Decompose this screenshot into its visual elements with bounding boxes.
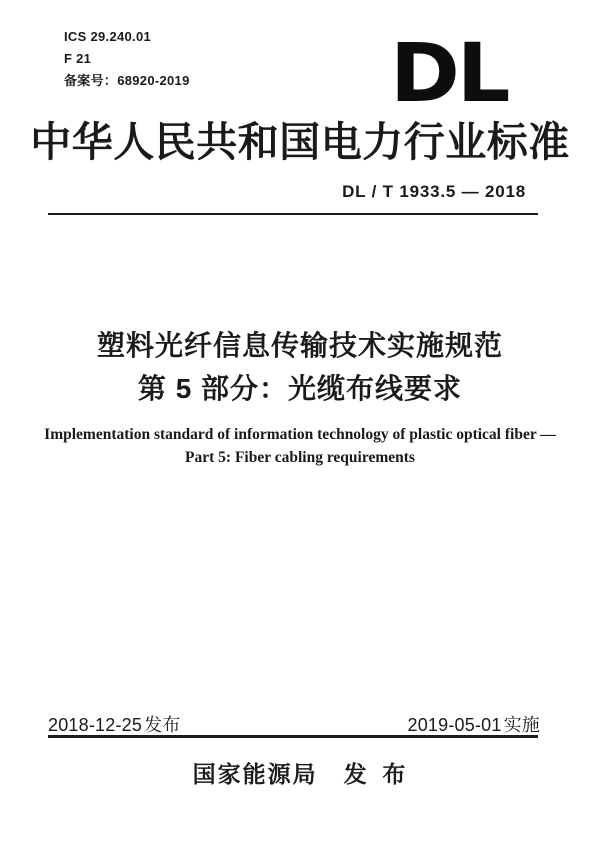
classification-code: F 21 [64,51,92,66]
dl-logo: DL [390,27,508,121]
ics-code: ICS 29.240.01 [64,29,152,44]
dates-row [48,711,540,737]
issue-date-label: 发布 [144,715,181,735]
footer-divider-rule [48,735,538,738]
record-number: 备案号：68920-2019 [64,73,190,88]
publisher-name: 国家能源局 [192,762,318,787]
publisher-row [0,756,600,789]
implementation-date-value: 2019-05-01 [407,715,502,735]
header-divider-rule [48,213,538,215]
publish-action-label: 发 布 [343,762,408,787]
standard-number: DL / T 1933.5 — 2018 [342,182,526,201]
title-cn-line-2: 第 5 部分：光缆布线要求 [137,373,463,404]
ics-block [64,26,190,92]
title-english [30,423,570,469]
title-en-line-1: Implementation standard of information technology of plastic optical fiber — [44,426,556,443]
issue-date-value: 2018-12-25 [48,715,143,735]
implementation-date-label: 实施 [503,715,540,735]
title-en-line-2: Part 5: Fiber cabling requirements [185,449,415,466]
standard-heading: 中华人民共和国电力行业标准 [30,119,570,165]
title-cn-line-1: 塑料光纤信息传输技术实施规范 [96,330,503,361]
implementation-date [408,711,540,737]
issue-date [48,711,180,737]
